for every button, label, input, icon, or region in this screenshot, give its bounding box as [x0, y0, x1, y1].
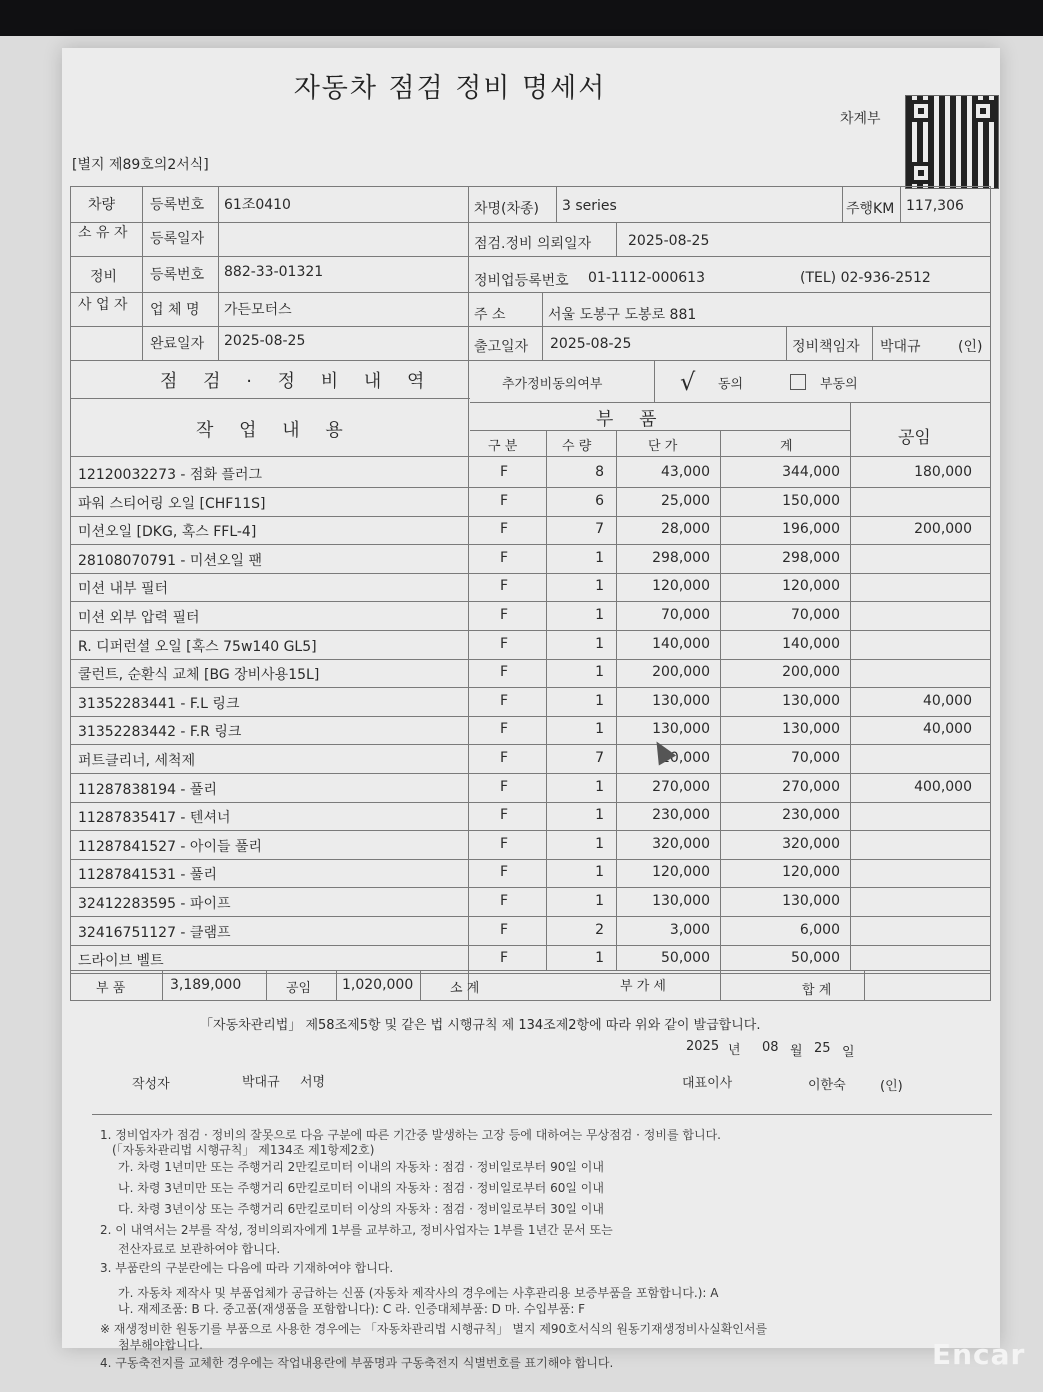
item-unit-price: 120,000: [652, 578, 710, 594]
company-name: 가든모터스: [224, 302, 292, 318]
date-year: 2025: [686, 1039, 720, 1054]
labor-header: 공임: [898, 428, 931, 448]
mileage-label: 주행KM: [846, 201, 895, 217]
encar-watermark: Encar: [932, 1338, 1026, 1371]
ceo-name: 이한숙: [808, 1078, 846, 1093]
owner-reg-no: 61조0410: [224, 197, 291, 213]
note-line: 가. 차령 1년미만 또는 주행거리 2만킬로미터 이내의 자동차 : 점검 · 정비일로부터 90일 이내: [118, 1160, 604, 1174]
item-quantity: 1: [595, 607, 604, 623]
note-line: ※ 재생정비한 원동기를 부품으로 사용한 경우에는 「자동차관리법 시행규칙」 별지 제90호서식의 원동기재생정비사실확인서를: [100, 1322, 768, 1336]
item-unit-price: 230,000: [652, 807, 710, 823]
item-description: 32412283595 - 파이프: [78, 896, 231, 912]
date-day: 25: [814, 1041, 831, 1056]
subtotal-label: 소 계: [450, 981, 480, 996]
note-line: 4. 구동축전지를 교체한 경우에는 작업내용란에 부품명과 구동축전지 식별번호를 표기해야 합니다.: [100, 1356, 614, 1370]
owner-label-1: 차량: [88, 197, 116, 213]
item-description: 미션오일 [DKG, 혹스 FFL-4]: [78, 524, 257, 540]
note-line: 나. 차령 3년미만 또는 주행거리 6만킬로미터 이내의 자동차 : 점검 · 정비일로부터 60일 이내: [118, 1181, 604, 1195]
owner-reg-date-label: 등록일자: [150, 231, 205, 247]
document-title: 자동차 점검 정비 명세서: [293, 73, 607, 104]
item-total: 270,000: [782, 779, 840, 795]
note-line: 첨부해야합니다.: [118, 1338, 203, 1352]
item-quantity: 6: [595, 493, 604, 509]
item-description: 32416751127 - 클램프: [78, 925, 231, 941]
item-quantity: 1: [595, 779, 604, 795]
request-date-label: 점검.정비 의뢰일자: [474, 236, 592, 252]
item-type: F: [500, 807, 509, 823]
manager-seal: (인): [958, 339, 983, 355]
item-type: F: [500, 521, 509, 537]
item-total: 196,000: [782, 521, 840, 537]
owner-reg-no-label: 등록번호: [150, 197, 205, 213]
business-reg-no-label: 등록번호: [150, 267, 205, 283]
item-quantity: 1: [595, 721, 604, 737]
qr-code-icon: [906, 96, 998, 188]
note-line: 가. 자동차 제작사 및 부품업체가 공급하는 신품 (자동차 제작사의 경우에는 사후관리용 보증부품을 포함합니다.): A: [118, 1286, 719, 1300]
item-unit-price: 130,000: [652, 693, 710, 709]
item-type: F: [500, 893, 509, 909]
note-line: 나. 재제조품: B 다. 중고품(재생품을 포함합니다): C 라. 인증대체부품: D 마. 수입부품: F: [118, 1302, 586, 1316]
item-unit-price: 50,000: [661, 950, 710, 966]
item-unit-price: 270,000: [652, 779, 710, 795]
item-description: 11287841531 - 풀리: [78, 867, 217, 883]
note-line: 3. 부품란의 구분란에는 다음에 따라 기재하여야 합니다.: [100, 1261, 394, 1275]
chagyebu-label: 차계부: [840, 111, 881, 127]
work-content-header: 작 업 내 용: [196, 420, 353, 441]
business-reg-no: 882-33-01321: [224, 264, 324, 280]
ceo-label: 대표이사: [682, 1076, 733, 1091]
item-type: F: [500, 950, 509, 966]
item-description: 12120032273 - 점화 플러그: [78, 467, 263, 483]
item-quantity: 1: [595, 864, 604, 880]
manager-name: 박대규: [880, 339, 921, 355]
section-title: 점 검 · 정 비 내 역: [160, 371, 435, 392]
item-type: F: [500, 922, 509, 938]
item-description: 퍼트클리너, 세척제: [78, 753, 196, 769]
item-quantity: 1: [595, 693, 604, 709]
total-labor: 1,020,000: [342, 977, 414, 993]
item-labor: 200,000: [914, 521, 972, 537]
owner-label-2: 소 유 자: [78, 225, 128, 241]
item-total: 130,000: [782, 721, 840, 737]
item-description: R. 디퍼런셜 오일 [혹스 75w140 GL5]: [78, 639, 317, 655]
col-qty-header: 수 량: [562, 439, 592, 454]
item-unit-price: 43,000: [661, 464, 710, 480]
item-type: F: [500, 550, 509, 566]
date-month-unit: 월: [790, 1044, 803, 1059]
item-description: 드라이브 벨트: [78, 953, 164, 969]
item-description: 미션 외부 압력 필터: [78, 610, 200, 626]
item-total: 140,000: [782, 636, 840, 652]
item-unit-price: 3,000: [669, 922, 710, 938]
company-label: 업 체 명: [150, 302, 200, 318]
form-number: [별지 제89호의2서식]: [72, 157, 209, 173]
disagree-label: 부동의: [820, 377, 858, 392]
item-quantity: 1: [595, 893, 604, 909]
item-description: 11287835417 - 텐셔너: [78, 810, 231, 826]
item-quantity: 1: [595, 636, 604, 652]
item-quantity: 2: [595, 922, 604, 938]
top-bezel: [0, 0, 1043, 36]
item-unit-price: 130,000: [652, 893, 710, 909]
note-line: (「자동차관리법 시행규칙」 제134조 제1항제2호): [112, 1143, 375, 1157]
item-type: F: [500, 664, 509, 680]
item-quantity: 1: [595, 807, 604, 823]
item-quantity: 1: [595, 550, 604, 566]
item-unit-price: 320,000: [652, 836, 710, 852]
agree-label: 동의: [718, 377, 744, 392]
writer-sign-label: 서명: [300, 1075, 326, 1090]
item-quantity: 1: [595, 836, 604, 852]
item-type: F: [500, 864, 509, 880]
item-unit-price: 140,000: [652, 636, 710, 652]
item-type: F: [500, 750, 509, 766]
writer-label: 작성자: [132, 1077, 170, 1092]
item-type: F: [500, 578, 509, 594]
item-quantity: 1: [595, 578, 604, 594]
item-unit-price: 298,000: [652, 550, 710, 566]
note-line: 2. 이 내역서는 2부를 작성, 정비의뢰자에게 1부를 교부하고, 정비사업자는 1부를 1년간 문서 또는: [100, 1223, 613, 1237]
item-description: 11287841527 - 아이들 풀리: [78, 839, 263, 855]
item-type: F: [500, 636, 509, 652]
item-labor: 40,000: [923, 693, 972, 709]
item-unit-price: 120,000: [652, 864, 710, 880]
writer-name: 박대규: [242, 1075, 280, 1090]
item-labor: 400,000: [914, 779, 972, 795]
item-total: 320,000: [782, 836, 840, 852]
item-unit-price: 130,000: [652, 721, 710, 737]
item-type: F: [500, 836, 509, 852]
item-description: 28108070791 - 미션오일 팬: [78, 553, 263, 569]
col-type-header: 구 분: [488, 439, 518, 454]
item-total: 50,000: [791, 950, 840, 966]
item-description: 11287838194 - 풀리: [78, 782, 217, 798]
item-quantity: 7: [595, 750, 604, 766]
note-line: 전산자료로 보관하여야 합니다.: [118, 1242, 281, 1256]
release-date: 2025-08-25: [550, 336, 632, 352]
item-quantity: 7: [595, 521, 604, 537]
release-date-label: 출고일자: [474, 339, 529, 355]
item-total: 298,000: [782, 550, 840, 566]
complete-date: 2025-08-25: [224, 333, 306, 349]
business-label-2: 사 업 자: [78, 297, 128, 313]
item-total: 130,000: [782, 693, 840, 709]
item-description: 파워 스티어링 오일 [CHF11S]: [78, 496, 266, 512]
vat-label: 부 가 세: [620, 979, 666, 994]
total-parts: 3,189,000: [170, 977, 242, 993]
item-total: 6,000: [799, 922, 840, 938]
item-unit-price: 28,000: [661, 521, 710, 537]
item-quantity: 1: [595, 664, 604, 680]
item-labor: 40,000: [923, 721, 972, 737]
request-date: 2025-08-25: [628, 233, 710, 249]
item-unit-price: 200,000: [652, 664, 710, 680]
checkbox-icon: [790, 374, 806, 390]
extra-consent-label: 추가정비동의여부: [502, 377, 603, 392]
item-type: F: [500, 779, 509, 795]
ceo-seal: (인): [880, 1079, 903, 1094]
date-month: 08: [762, 1040, 779, 1055]
complete-date-label: 완료일자: [150, 336, 205, 352]
note-line: 다. 차령 3년이상 또는 주행거리 6만킬로미터 이상의 자동차 : 점검 · 정비일로부터 30일 이내: [118, 1202, 604, 1216]
item-total: 230,000: [782, 807, 840, 823]
item-total: 344,000: [782, 464, 840, 480]
col-total-header: 계: [780, 439, 793, 454]
business-label-1: 정비: [90, 269, 118, 285]
item-total: 130,000: [782, 893, 840, 909]
col-price-header: 단 가: [648, 439, 678, 454]
manager-label: 정비책임자: [792, 339, 860, 355]
total-parts-label: 부 품: [96, 981, 126, 996]
item-type: F: [500, 607, 509, 623]
item-labor: 180,000: [914, 464, 972, 480]
biz-reg-no: 01-1112-000613: [588, 270, 705, 286]
mileage: 117,306: [906, 198, 964, 214]
item-unit-price: 10,000: [661, 750, 710, 766]
item-total: 120,000: [782, 864, 840, 880]
item-total: 70,000: [791, 750, 840, 766]
item-description: 쿨런트, 순환식 교체 [BG 장비사용15L]: [78, 667, 320, 683]
item-total: 150,000: [782, 493, 840, 509]
item-type: F: [500, 721, 509, 737]
item-total: 200,000: [782, 664, 840, 680]
address-label: 주 소: [474, 307, 506, 323]
sum-label: 합 계: [802, 983, 832, 998]
item-type: F: [500, 464, 509, 480]
item-quantity: 1: [595, 950, 604, 966]
item-total: 70,000: [791, 607, 840, 623]
note-line: 1. 정비업자가 점검 · 정비의 잘못으로 다음 구분에 따른 기간중 발생하는 고장 등에 대하여는 무상점검 · 정비를 합니다.: [100, 1128, 721, 1142]
item-total: 120,000: [782, 578, 840, 594]
law-text: 「자동차관리법」 제58조제5항 및 같은 법 시행규칙 제 134조제2항에 따라 위와 같이 발급합니다.: [200, 1018, 761, 1033]
biz-reg-label: 정비업등록번호: [474, 273, 569, 289]
item-description: 미션 내부 필터: [78, 581, 169, 597]
tel: (TEL) 02-936-2512: [800, 270, 931, 286]
car-name: 3 series: [562, 198, 617, 214]
total-labor-label: 공임: [286, 981, 312, 996]
item-description: 31352283442 - F.R 링크: [78, 724, 242, 740]
item-unit-price: 70,000: [661, 607, 710, 623]
item-quantity: 8: [595, 464, 604, 480]
item-description: 31352283441 - F.L 링크: [78, 696, 240, 712]
date-year-unit: 년: [728, 1043, 741, 1058]
parts-header: 부 품: [596, 409, 667, 430]
address: 서울 도봉구 도봉로 881: [548, 307, 697, 323]
item-type: F: [500, 493, 509, 509]
item-unit-price: 25,000: [661, 493, 710, 509]
date-day-unit: 일: [842, 1045, 855, 1060]
item-type: F: [500, 693, 509, 709]
car-name-label: 차명(차종): [474, 201, 540, 217]
agree-check-mark: √: [680, 368, 696, 396]
